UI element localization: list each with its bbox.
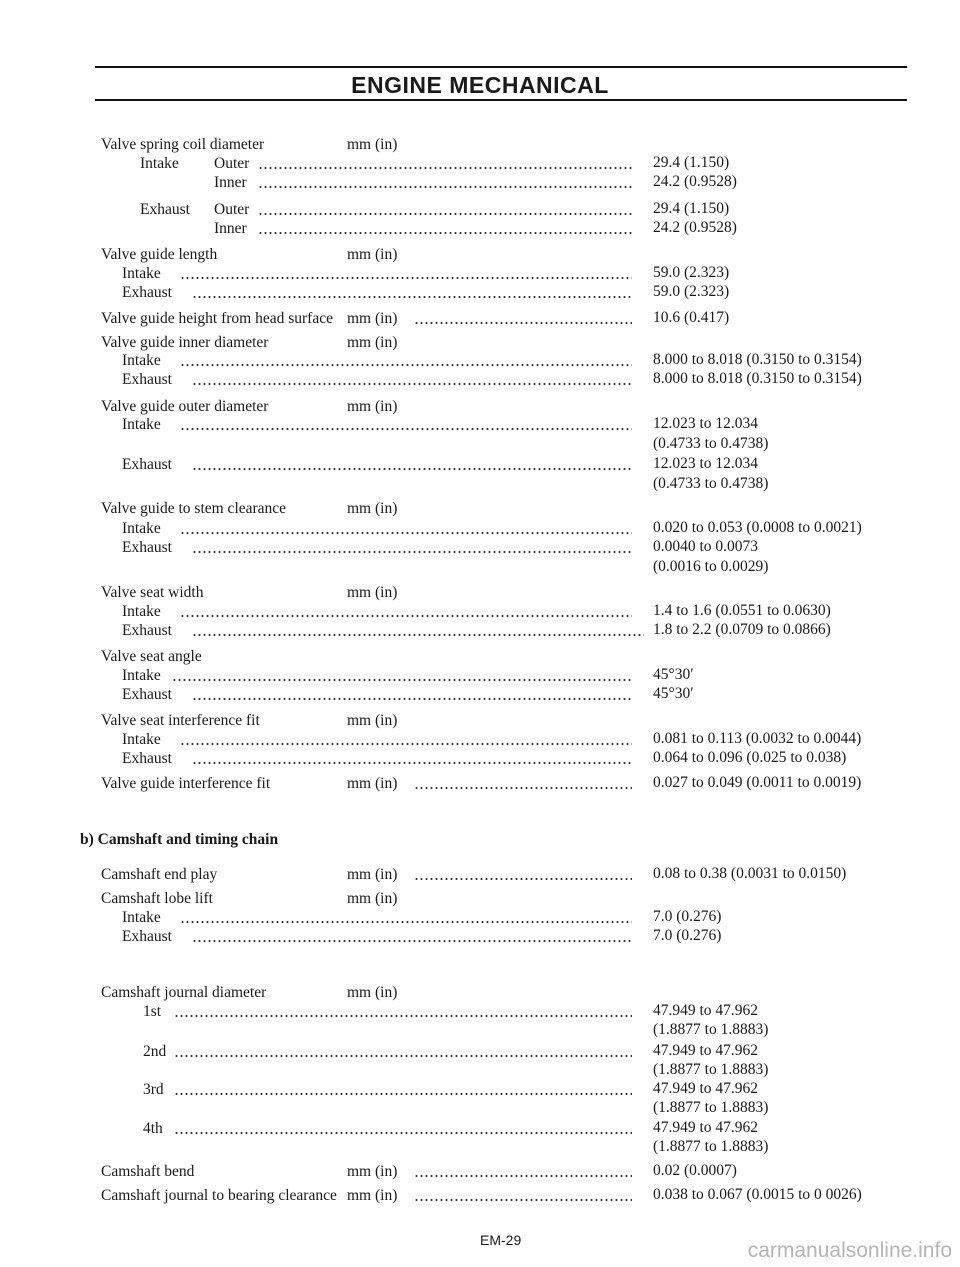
guide-outer-exhaust-label: Exhaust xyxy=(122,456,172,473)
journal-row-label: 4th xyxy=(143,1120,163,1137)
guide-inner-intake-label: Intake xyxy=(122,352,161,369)
guide-fit-heading: Valve guide interference fit xyxy=(101,775,271,792)
stem-clearance-intake-label: Intake xyxy=(122,520,161,537)
leader-dots xyxy=(180,427,632,431)
guide-outer-unit: mm (in) xyxy=(347,398,398,415)
lobe-lift-unit: mm (in) xyxy=(347,890,398,907)
leader-dots xyxy=(258,231,632,235)
spring-exhaust-outer-label: Outer xyxy=(214,201,250,218)
spring-unit: mm (in) xyxy=(347,136,398,153)
spring-exhaust-inner-value: 24.2 (0.9528) xyxy=(653,219,737,236)
bend-unit: mm (in) xyxy=(347,1163,398,1180)
journal-row-value-in: (1.8877 to 1.8883) xyxy=(653,1021,769,1038)
leader-dots xyxy=(192,382,632,386)
seat-fit-intake-value: 0.081 to 0.113 (0.0032 to 0.0044) xyxy=(653,730,862,747)
leader-dots xyxy=(192,633,644,637)
guide-length-exhaust-value: 59.0 (2.323) xyxy=(653,283,730,300)
seat-fit-heading: Valve seat interference fit xyxy=(101,712,260,729)
end-play-heading: Camshaft end play xyxy=(101,866,218,883)
stem-clearance-intake-value: 0.020 to 0.053 (0.0008 to 0.0021) xyxy=(653,519,862,536)
guide-length-intake-value: 59.0 (2.323) xyxy=(653,264,730,281)
spring-exhaust-label: Exhaust xyxy=(140,201,190,218)
spring-intake-inner-value: 24.2 (0.9528) xyxy=(653,173,737,190)
stem-clearance-exhaust-value-mm: 0.0040 to 0.0073 xyxy=(653,538,759,555)
spring-intake-inner-label: Inner xyxy=(214,174,247,191)
journal-row-value-in: (1.8877 to 1.8883) xyxy=(653,1061,769,1078)
leader-dots xyxy=(172,678,632,682)
guide-inner-intake-value: 8.000 to 8.018 (0.3150 to 0.3154) xyxy=(653,351,862,368)
journal-heading: Camshaft journal diameter xyxy=(101,984,267,1001)
seat-width-intake-value: 1.4 to 1.6 (0.0551 to 0.0630) xyxy=(653,602,831,619)
leader-dots xyxy=(180,531,632,535)
header-rule-bottom xyxy=(95,99,907,101)
lobe-lift-intake-value: 7.0 (0.276) xyxy=(653,908,722,925)
leader-dots xyxy=(180,276,632,280)
watermark: carmanualsonline.info xyxy=(747,1239,952,1262)
guide-outer-heading: Valve guide outer diameter xyxy=(101,398,269,415)
guide-fit-unit: mm (in) xyxy=(347,775,398,792)
journal-row-value-mm: 47.949 to 47.962 xyxy=(653,1119,759,1136)
spring-exhaust-inner-label: Inner xyxy=(214,220,247,237)
guide-outer-intake-value-mm: 12.023 to 12.034 xyxy=(653,415,759,432)
journal-row-label: 1st xyxy=(143,1003,162,1020)
leader-dots xyxy=(414,321,632,325)
guide-height-unit: mm (in) xyxy=(347,310,398,327)
seat-fit-intake-label: Intake xyxy=(122,731,161,748)
leader-dots xyxy=(174,1131,632,1135)
leader-dots xyxy=(192,467,632,471)
journal-clearance-heading: Camshaft journal to bearing clearance xyxy=(101,1187,337,1204)
guide-height-value: 10.6 (0.417) xyxy=(653,309,730,326)
lobe-lift-intake-label: Intake xyxy=(122,909,161,926)
leader-dots xyxy=(414,877,632,881)
seat-angle-intake-label: Intake xyxy=(122,667,161,684)
seat-angle-exhaust-label: Exhaust xyxy=(122,686,172,703)
seat-angle-heading: Valve seat angle xyxy=(101,648,202,665)
spring-exhaust-outer-value: 29.4 (1.150) xyxy=(653,200,730,217)
leader-dots xyxy=(414,1198,632,1202)
leader-dots xyxy=(192,697,632,701)
page-title: ENGINE MECHANICAL xyxy=(351,72,609,98)
leader-dots xyxy=(180,363,632,367)
guide-inner-exhaust-value: 8.000 to 8.018 (0.3150 to 0.3154) xyxy=(653,370,862,387)
journal-row-value-mm: 47.949 to 47.962 xyxy=(653,1002,759,1019)
leader-dots xyxy=(258,212,632,216)
lobe-lift-exhaust-label: Exhaust xyxy=(122,928,172,945)
guide-outer-intake-value-in: (0.4733 to 0.4738) xyxy=(653,435,769,452)
guide-inner-exhaust-label: Exhaust xyxy=(122,371,172,388)
journal-clearance-value: 0.038 to 0.067 (0.0015 to 0 0026) xyxy=(653,1186,862,1203)
guide-outer-exhaust-value-mm: 12.023 to 12.034 xyxy=(653,455,759,472)
seat-angle-exhaust-value: 45°30′ xyxy=(653,685,694,702)
leader-dots xyxy=(258,166,632,170)
guide-length-unit: mm (in) xyxy=(347,246,398,263)
seat-fit-exhaust-label: Exhaust xyxy=(122,750,172,767)
leader-dots xyxy=(192,939,632,943)
leader-dots xyxy=(414,1174,632,1178)
leader-dots xyxy=(180,920,632,924)
seat-fit-unit: mm (in) xyxy=(347,712,398,729)
page-number: EM-29 xyxy=(480,1232,522,1248)
seat-width-exhaust-value: 1.8 to 2.2 (0.0709 to 0.0866) xyxy=(653,621,831,638)
guide-fit-value: 0.027 to 0.049 (0.0011 to 0.0019) xyxy=(653,774,862,791)
guide-length-exhaust-label: Exhaust xyxy=(122,284,172,301)
guide-length-heading: Valve guide length xyxy=(101,246,218,263)
seat-width-intake-label: Intake xyxy=(122,603,161,620)
spring-intake-label: Intake xyxy=(140,155,179,172)
section-heading-camshaft: b) Camshaft and timing chain xyxy=(80,831,279,848)
bend-value: 0.02 (0.0007) xyxy=(653,1162,737,1179)
leader-dots xyxy=(414,786,632,790)
journal-clearance-unit: mm (in) xyxy=(347,1187,398,1204)
seat-fit-exhaust-value: 0.064 to 0.096 (0.025 to 0.038) xyxy=(653,749,847,766)
journal-unit: mm (in) xyxy=(347,984,398,1001)
stem-clearance-heading: Valve guide to stem clearance xyxy=(101,500,287,517)
seat-width-exhaust-label: Exhaust xyxy=(122,622,172,639)
lobe-lift-heading: Camshaft lobe lift xyxy=(101,890,213,907)
leader-dots xyxy=(174,1054,632,1058)
stem-clearance-exhaust-value-in: (0.0016 to 0.0029) xyxy=(653,558,769,575)
leader-dots xyxy=(180,742,632,746)
journal-row-value-mm: 47.949 to 47.962 xyxy=(653,1080,759,1097)
seat-width-unit: mm (in) xyxy=(347,584,398,601)
seat-angle-intake-value: 45°30′ xyxy=(653,666,694,683)
journal-row-label: 2nd xyxy=(143,1043,167,1060)
journal-row-value-in: (1.8877 to 1.8883) xyxy=(653,1099,769,1116)
guide-inner-unit: mm (in) xyxy=(347,334,398,351)
lobe-lift-exhaust-value: 7.0 (0.276) xyxy=(653,927,722,944)
stem-clearance-unit: mm (in) xyxy=(347,500,398,517)
leader-dots xyxy=(192,761,632,765)
journal-row-value-in: (1.8877 to 1.8883) xyxy=(653,1138,769,1155)
spring-intake-outer-value: 29.4 (1.150) xyxy=(653,154,730,171)
leader-dots xyxy=(174,1014,632,1018)
seat-width-heading: Valve seat width xyxy=(101,584,204,601)
guide-outer-exhaust-value-in: (0.4733 to 0.4738) xyxy=(653,475,769,492)
guide-inner-heading: Valve guide inner diameter xyxy=(101,334,269,351)
end-play-unit: mm (in) xyxy=(347,866,398,883)
guide-height-heading: Valve guide height from head surface xyxy=(101,310,333,327)
spring-heading: Valve spring coil diameter xyxy=(101,136,265,153)
guide-length-intake-label: Intake xyxy=(122,265,161,282)
header-rule-top xyxy=(95,66,907,68)
leader-dots xyxy=(192,550,632,554)
spring-intake-outer-label: Outer xyxy=(214,155,250,172)
leader-dots xyxy=(180,614,632,618)
bend-heading: Camshaft bend xyxy=(101,1163,195,1180)
stem-clearance-exhaust-label: Exhaust xyxy=(122,539,172,556)
journal-row-value-mm: 47.949 to 47.962 xyxy=(653,1042,759,1059)
leader-dots xyxy=(174,1092,632,1096)
leader-dots xyxy=(258,185,632,189)
leader-dots xyxy=(192,295,632,299)
journal-row-label: 3rd xyxy=(143,1081,164,1098)
end-play-value: 0.08 to 0.38 (0.0031 to 0.0150) xyxy=(653,865,847,882)
guide-outer-intake-label: Intake xyxy=(122,416,161,433)
